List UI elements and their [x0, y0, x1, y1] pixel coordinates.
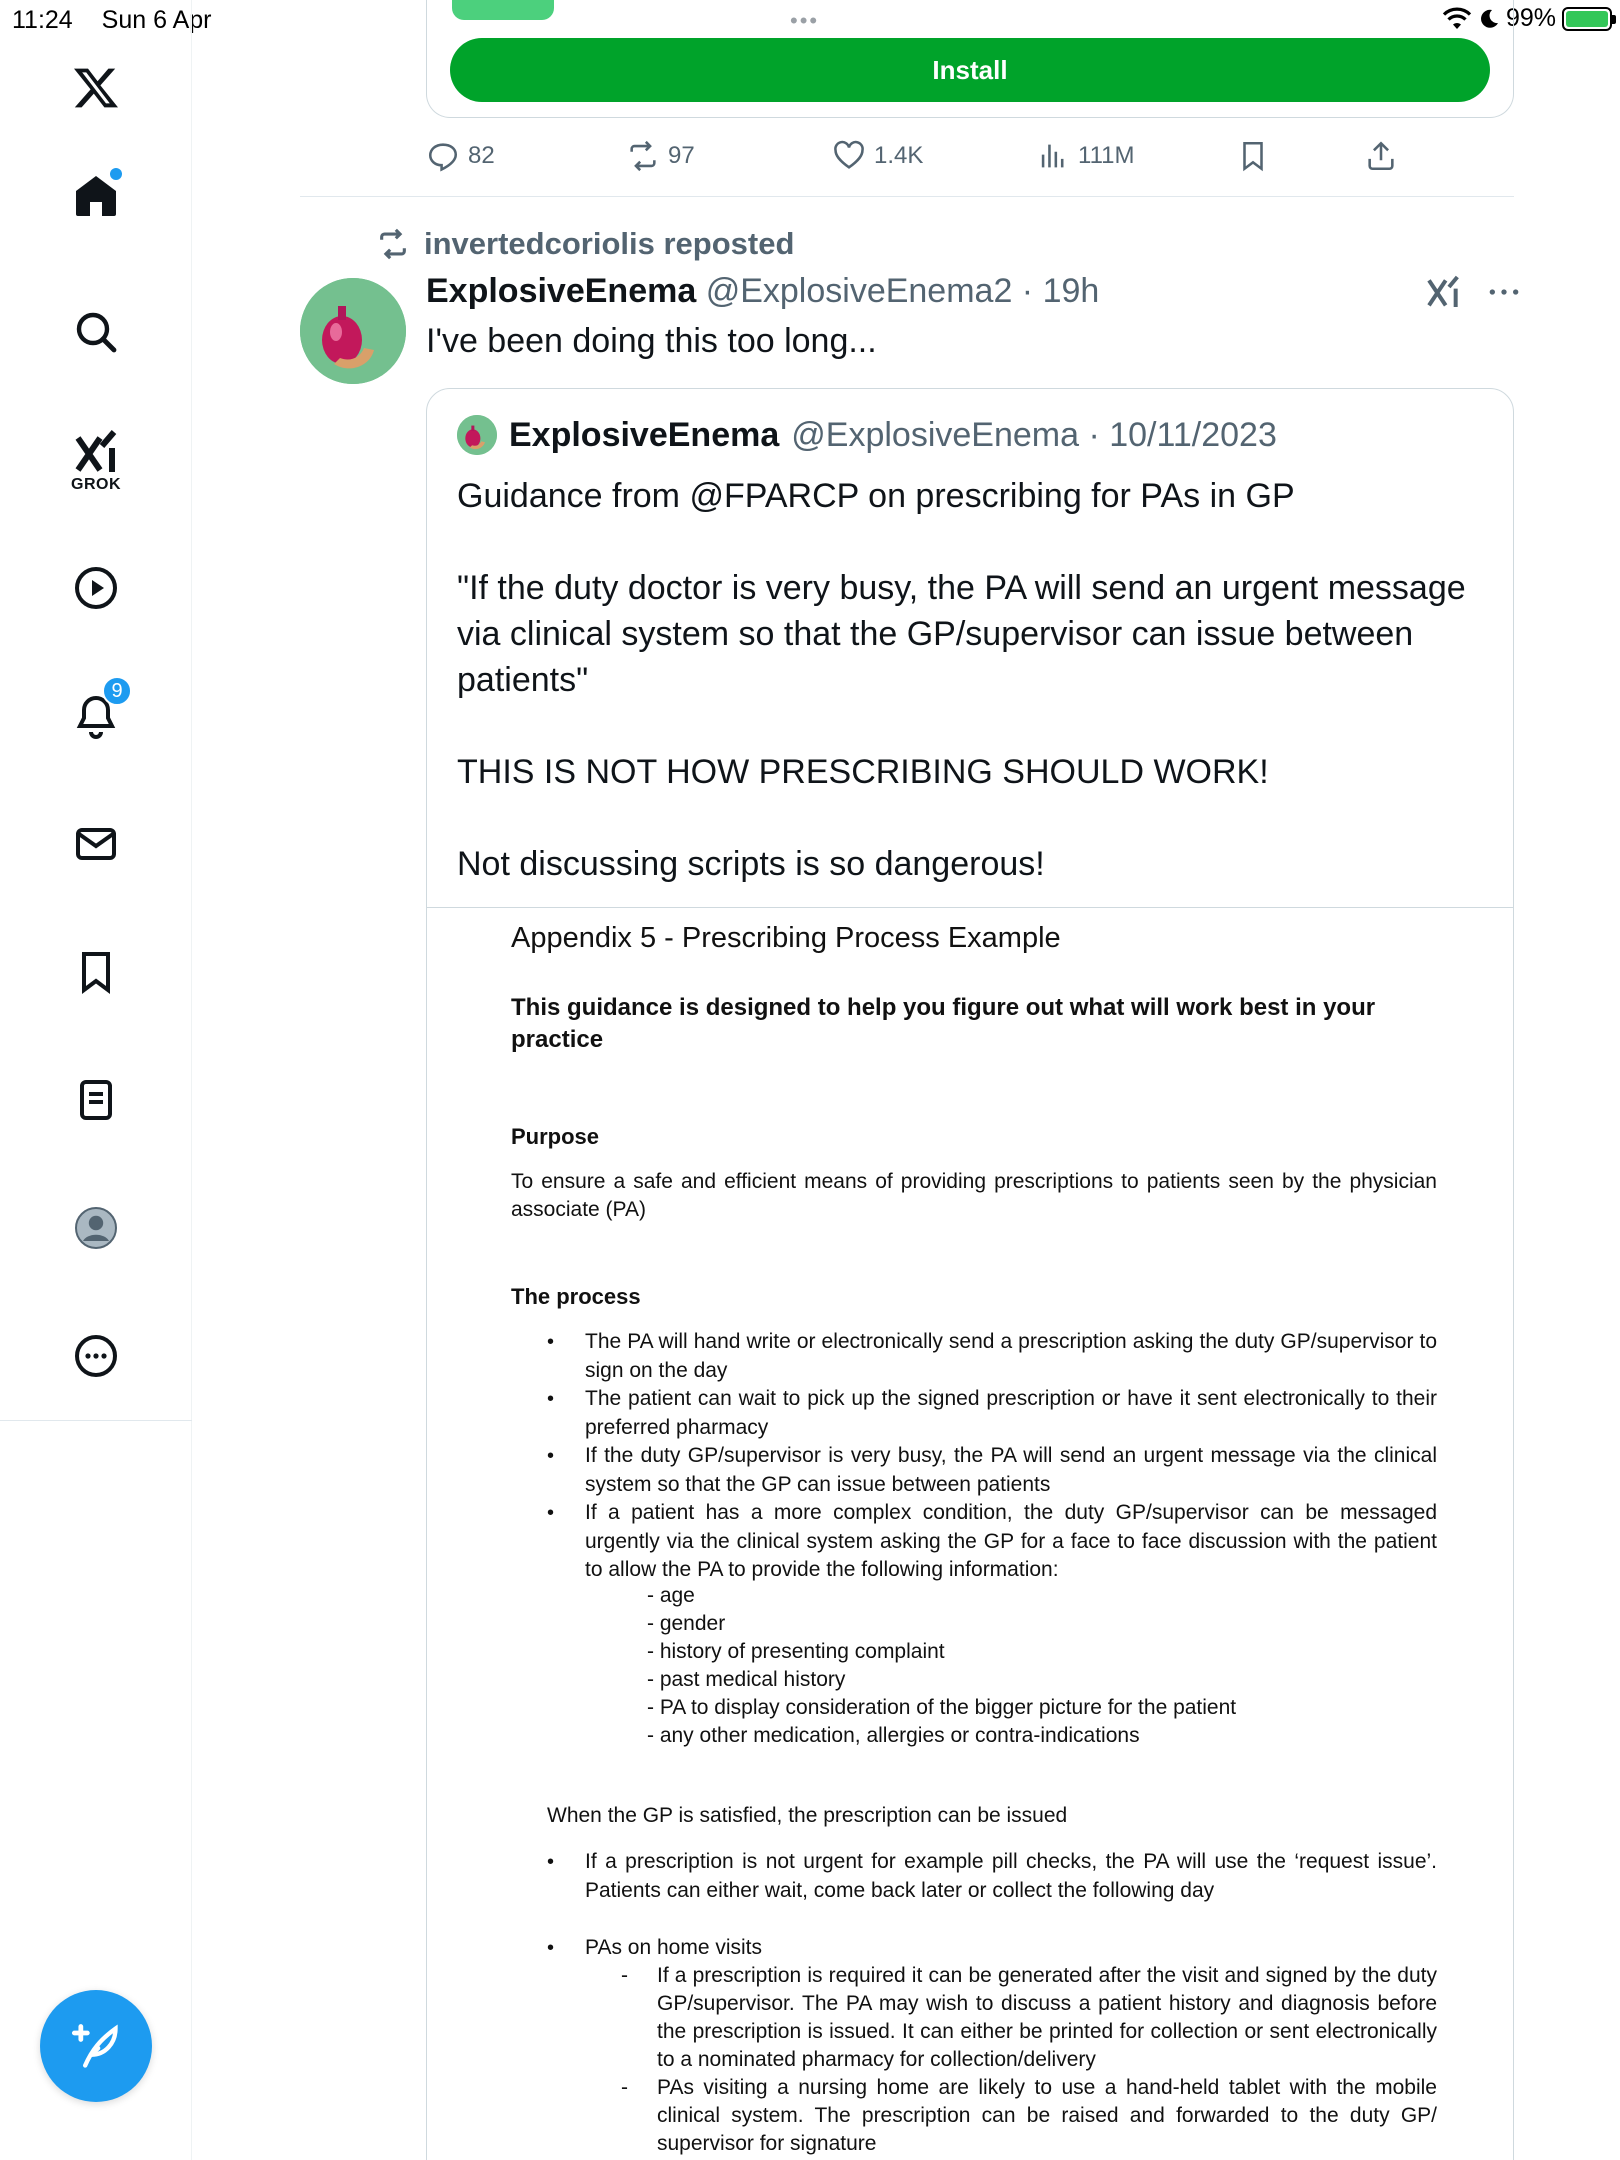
enema-bulb-avatar-image — [300, 278, 406, 384]
compose-feather-icon — [70, 2020, 122, 2072]
battery-percent: 99% — [1505, 4, 1556, 32]
doc-info-item: - past medical history — [647, 1668, 846, 1691]
doc-process-item: • The patient can wait to pick up the signed prescription or have it sent electronically to their preferred pharmacy — [547, 1385, 1437, 1442]
views-action[interactable] — [1036, 139, 1134, 173]
doc-process-item: • If a patient has a more complex condition, the duty GP/supervisor can be messaged urgently via the clinical system asking the GP for a face to face discussion with the patient to allow the PA to provide the following information: — [547, 1499, 1437, 1585]
doc-process-item: • The PA will hand write or electronically send a prescription asking the duty GP/supervisor to sign on the day — [547, 1328, 1437, 1385]
multitask-dots[interactable]: ••• — [790, 8, 820, 33]
doc-nonurgent-list — [547, 1848, 1437, 1905]
quoted-post-card[interactable] — [426, 388, 1514, 2160]
heart-icon — [832, 139, 866, 173]
doc-info-item: - any other medication, allergies or contra-indications — [647, 1724, 1140, 1747]
author-avatar[interactable] — [300, 278, 406, 384]
doc-nonurgent-item: • If a prescription is not urgent for example pill checks, the PA will use the ‘request issue’. Patients can either wait, come back later or collect the following day — [547, 1848, 1437, 1905]
repost-icon — [626, 139, 660, 173]
quoted-author-avatar — [457, 415, 497, 455]
share-action[interactable] — [1364, 139, 1398, 173]
grok-icon[interactable] — [66, 422, 126, 482]
doc-process-heading: The process — [511, 1284, 641, 1309]
doc-info-item: - age — [647, 1584, 695, 1607]
post-divider — [300, 196, 1514, 197]
quoted-post-header — [457, 415, 1277, 455]
profile-avatar-icon[interactable] — [66, 1198, 126, 1258]
bookmark-icon — [1236, 139, 1270, 173]
reply-count: 82 — [468, 142, 495, 169]
notifications-bell-icon[interactable] — [66, 679, 126, 746]
repost-attribution[interactable] — [376, 226, 794, 262]
tweet-text: I've been doing this too long... — [426, 322, 877, 360]
doc-satisfied-text: When the GP is satisfied, the prescription can be issued — [547, 1804, 1068, 1827]
home-icon[interactable] — [66, 166, 126, 226]
status-time: 11:24 — [12, 6, 73, 34]
doc-info-item: - gender — [647, 1612, 726, 1635]
quoted-author-name: ExplosiveEnema — [509, 415, 780, 454]
promoted-media-edge — [452, 0, 554, 20]
install-button[interactable]: Install — [450, 38, 1490, 102]
grok-explain-icon[interactable] — [1424, 272, 1464, 312]
quoted-post-image[interactable] — [427, 907, 1514, 2160]
status-date: Sun 6 Apr — [101, 6, 212, 34]
quoted-post-text — [457, 473, 1487, 887]
video-play-icon[interactable] — [66, 558, 126, 618]
quoted-author-handle-date: @ExplosiveEnema · 10/11/2023 — [791, 415, 1277, 454]
doc-purpose-heading: Purpose — [511, 1124, 600, 1149]
notifications-count-badge: 9 — [102, 676, 132, 706]
tweet-header — [426, 272, 1099, 311]
repost-icon — [376, 227, 410, 261]
doc-homevisit-item: • PAs on home visits — [547, 1934, 1437, 1963]
doc-homevisit-details — [621, 1962, 1437, 2158]
more-options-icon[interactable] — [66, 1326, 126, 1386]
x-logo-icon[interactable] — [66, 58, 126, 118]
doc-process-list — [547, 1328, 1437, 1585]
doc-intro: This guidance is designed to help you figure out what will work best in your practice — [511, 994, 1376, 1053]
more-options-icon[interactable] — [1484, 272, 1524, 312]
doc-title: Appendix 5 - Prescribing Process Example — [511, 922, 1061, 954]
quoted-text-line: Guidance from @FPARCP on prescribing for PAs in GP — [457, 477, 1295, 515]
doc-info-item: - history of presenting complaint — [647, 1640, 945, 1663]
messages-envelope-icon[interactable] — [66, 814, 126, 874]
quoted-text-line: Not discussing scripts is so dangerous! — [457, 845, 1045, 883]
author-handle-time[interactable]: @ExplosiveEnema2 · 19h — [696, 272, 1100, 310]
doc-homevisit-detail: - If a prescription is required it can be generated after the visit and signed by the duty GP/supervisor. The PA may wish to discuss a patient history and diagnosis before the prescription is issued. It can either be printed for collection or sent electronically to a nominated pharmacy for collection/delivery — [621, 1962, 1437, 2074]
doc-purpose-text: To ensure a safe and efficient means of providing prescriptions to patients seen by the physician associate (PA) — [511, 1170, 1437, 1221]
views-bar-icon — [1036, 139, 1070, 173]
grok-label[interactable]: GROK — [71, 476, 121, 493]
repost-action[interactable] — [626, 139, 695, 173]
quoted-text-line: THIS IS NOT HOW PRESCRIBING SHOULD WORK! — [457, 753, 1269, 791]
home-unread-dot — [110, 168, 122, 180]
doc-info-item: - PA to display consideration of the bigger picture for the patient — [647, 1696, 1237, 1719]
bookmarks-icon[interactable] — [66, 942, 126, 1002]
share-icon — [1364, 139, 1398, 173]
search-icon[interactable] — [66, 302, 126, 362]
enema-bulb-avatar-image — [457, 415, 497, 455]
doc-homevisit-list — [547, 1934, 1437, 1963]
bookmark-action[interactable] — [1236, 139, 1270, 173]
battery-icon — [1562, 7, 1612, 31]
sidebar-divider — [0, 1420, 192, 1421]
tweet-header-icons — [1424, 272, 1524, 312]
lists-icon[interactable] — [66, 1070, 126, 1130]
repost-attribution-text: invertedcoriolis reposted — [424, 226, 795, 261]
author-name[interactable]: ExplosiveEnema — [426, 272, 697, 310]
quoted-text-line: "If the duty doctor is very busy, the PA will send an urgent message via clinical system so that the GP/supervisor can issue between patients" — [457, 569, 1466, 699]
like-action[interactable] — [832, 139, 923, 173]
sidebar — [0, 0, 192, 2160]
reply-icon — [426, 139, 460, 173]
compose-post-button[interactable] — [40, 1990, 152, 2102]
doc-process-item: • If the duty GP/supervisor is very busy, the PA will send an urgent message via the clinical system so that the GP can issue between patients — [547, 1442, 1437, 1499]
doc-homevisit-detail: - PAs visiting a nursing home are likely to use a hand-held tablet with the mobile clinical system. The prescription can be raised and forwarded to the duty GP/ supervisor for signature — [621, 2074, 1437, 2158]
doc-info-list — [647, 1582, 1236, 1750]
views-count: 111M — [1078, 142, 1135, 169]
reply-action[interactable] — [426, 139, 495, 173]
repost-count: 97 — [668, 142, 695, 169]
like-count: 1.4K — [874, 142, 924, 169]
